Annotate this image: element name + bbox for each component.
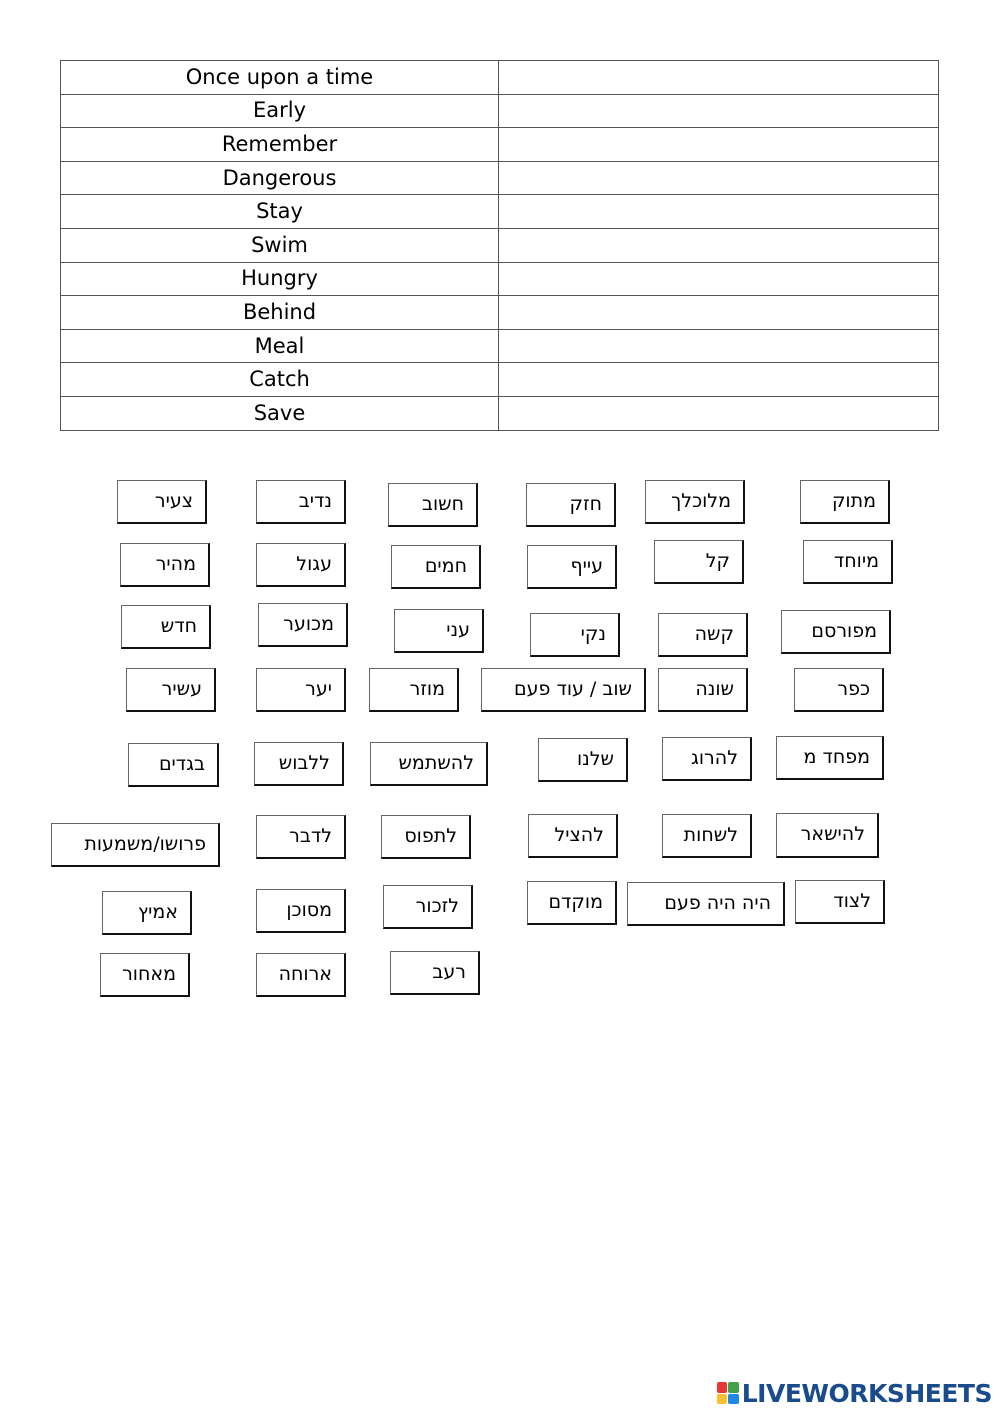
english-word: Dangerous — [61, 161, 499, 195]
word-tile[interactable]: חדש — [121, 605, 211, 649]
logo-text: LIVEWORKSHEETS — [741, 1378, 992, 1408]
word-tile[interactable]: שלנו — [538, 738, 628, 782]
word-tile[interactable]: לזכור — [383, 885, 473, 929]
word-tile[interactable]: לתפוס — [381, 815, 471, 859]
word-tile[interactable]: מהיר — [120, 543, 210, 587]
word-tile[interactable]: לצוד — [795, 880, 885, 924]
word-tile[interactable]: יער — [256, 668, 346, 712]
word-tile[interactable]: פרושו/משמעות — [51, 823, 220, 867]
logo-mark-icon — [717, 1382, 739, 1404]
english-word: Save — [61, 396, 499, 430]
word-tile[interactable]: אמיץ — [102, 891, 192, 935]
answer-input[interactable] — [499, 398, 938, 428]
word-tile[interactable]: מפחד מ — [776, 736, 884, 780]
word-tile[interactable]: מסוכן — [256, 889, 346, 933]
table-row — [61, 262, 939, 296]
word-tile[interactable]: בגדים — [128, 743, 219, 787]
english-word: Behind — [61, 296, 499, 330]
word-tile[interactable]: להציל — [528, 814, 618, 858]
word-tile[interactable]: נדיב — [256, 480, 346, 524]
word-tile[interactable]: מתוק — [800, 480, 890, 524]
english-word: Once upon a time — [61, 61, 499, 95]
liveworksheets-logo — [717, 1379, 992, 1407]
table-row — [61, 396, 939, 430]
word-tile[interactable]: לשחות — [662, 814, 752, 858]
answer-cell[interactable] — [499, 396, 939, 430]
english-word: Swim — [61, 228, 499, 262]
word-tile[interactable]: להרוג — [662, 737, 752, 781]
word-tile[interactable]: שוב / עוד פעם — [481, 668, 646, 712]
vocabulary-table — [60, 60, 939, 431]
answer-cell[interactable] — [499, 296, 939, 330]
table-row — [61, 195, 939, 229]
word-tile[interactable]: עייף — [527, 545, 617, 589]
word-tile[interactable]: עגול — [256, 543, 346, 587]
answer-input[interactable] — [499, 197, 938, 227]
word-tile[interactable]: מכוער — [258, 603, 348, 647]
word-tile[interactable]: כפר — [794, 668, 884, 712]
word-tile[interactable]: חמים — [391, 545, 481, 589]
answer-cell[interactable] — [499, 329, 939, 363]
table-row — [61, 94, 939, 128]
word-tile[interactable]: מלוכלך — [645, 480, 745, 524]
word-tile[interactable]: מיוחד — [803, 540, 893, 584]
answer-cell[interactable] — [499, 228, 939, 262]
word-tile[interactable]: עני — [394, 609, 484, 653]
english-word: Remember — [61, 128, 499, 162]
answer-input[interactable] — [499, 264, 938, 294]
word-tile[interactable]: היה היה פעם — [627, 882, 785, 926]
word-tile[interactable]: מפורסם — [781, 610, 891, 654]
answer-input[interactable] — [499, 365, 938, 395]
answer-cell[interactable] — [499, 128, 939, 162]
word-tile[interactable]: חשוב — [388, 483, 478, 527]
table-row — [61, 329, 939, 363]
answer-cell[interactable] — [499, 61, 939, 95]
word-tile[interactable]: קשה — [658, 613, 748, 657]
english-word: Catch — [61, 363, 499, 397]
word-tile[interactable]: להישאר — [776, 813, 879, 858]
english-word: Hungry — [61, 262, 499, 296]
word-tile[interactable]: מוקדם — [527, 881, 617, 925]
english-word: Early — [61, 94, 499, 128]
answer-cell[interactable] — [499, 262, 939, 296]
word-tile[interactable]: ארוחה — [256, 953, 346, 997]
answer-input[interactable] — [499, 129, 938, 159]
answer-input[interactable] — [499, 297, 938, 327]
answer-cell[interactable] — [499, 94, 939, 128]
word-tile[interactable]: מוזר — [369, 668, 459, 712]
word-tile[interactable]: שונה — [658, 668, 748, 712]
answer-input[interactable] — [499, 331, 938, 361]
english-word: Meal — [61, 329, 499, 363]
answer-input[interactable] — [499, 96, 938, 126]
word-tile[interactable]: חזק — [526, 483, 616, 527]
word-tile[interactable]: צעיר — [117, 480, 207, 524]
table-row — [61, 296, 939, 330]
answer-input[interactable] — [499, 230, 938, 260]
word-tile[interactable]: רעב — [390, 951, 480, 995]
word-tile[interactable]: קל — [654, 540, 744, 584]
english-word: Stay — [61, 195, 499, 229]
answer-input[interactable] — [499, 62, 938, 92]
table-row — [61, 161, 939, 195]
word-tile[interactable]: לדבר — [256, 815, 346, 859]
word-tile[interactable]: נקי — [530, 613, 620, 657]
table-row — [61, 363, 939, 397]
answer-cell[interactable] — [499, 363, 939, 397]
word-tile[interactable]: מאחור — [100, 953, 190, 997]
word-tile[interactable]: עשיר — [126, 668, 216, 712]
table-row — [61, 128, 939, 162]
table-row — [61, 61, 939, 95]
answer-input[interactable] — [499, 163, 938, 193]
word-tile[interactable]: להשתמש — [370, 742, 488, 786]
answer-cell[interactable] — [499, 195, 939, 229]
table-body — [61, 61, 939, 431]
word-tile[interactable]: ללבוש — [254, 742, 344, 786]
answer-cell[interactable] — [499, 161, 939, 195]
table-row — [61, 228, 939, 262]
